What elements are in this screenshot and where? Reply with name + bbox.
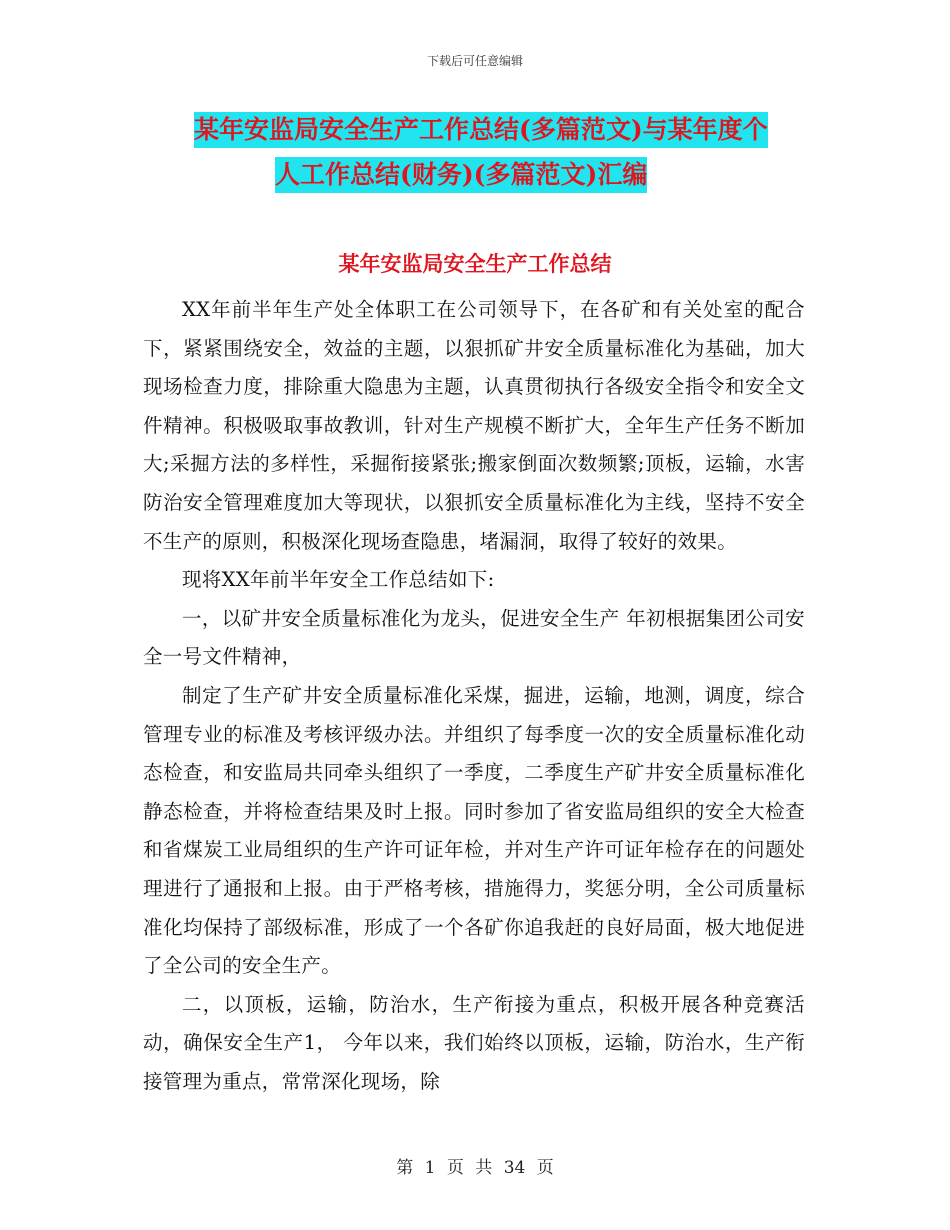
paragraph: XX年前半年生产处全体职工在公司领导下，在各矿和有关处室的配合下，紧紧围绕安全，效益的主题，以狠抓矿井安全质量标准化为基础，加大现场检查力度，排除重大隐患为主题，认真贯彻执行各级安全指令和安全文件精神。积极吸取事故教训，针对生产规模不断扩大，全年生产任务不断加大;采掘方法的多样性，采掘衔接紧张;搬家倒面次数频繁;顶板，运输，水害防治安全管理难度加大等现状，以狠抓安全质量标准化为主线，坚持不安全不生产的原则，积极深化现场查隐患，堵漏洞，取得了较好的效果。 xyxy=(143,298,805,553)
paragraph: 现将XX年前半年安全工作总结如下: xyxy=(182,568,495,592)
paragraph: 制定了生产矿井安全质量标准化采煤，掘进，运输，地测，调度，综合管理专业的标准及考核评级办法。并组织了每季度一次的安全质量标准化动态检查，和安监局共同牵头组织了一季度，二季度生产矿井安全质量标准化静态检查，并将检查结果及时上报。同时参加了省安监局组织的安全大检查和省煤炭工业局组织的生产许可证年检，并对生产许可证年检存在的问题处理进行了通报和上报。由于严格考核，措施得力，奖惩分明，全公司质量标准化均保持了部级标准，形成了一个各矿你追我赶的良好局面，极大地促进了全公司的安全生产。 xyxy=(143,683,805,978)
page-footer: 第 1 页 共 34 页 xyxy=(396,1158,554,1178)
document-body xyxy=(143,291,805,1101)
document-title-line-2: 人工作总结(财务)(多篇范文)汇编 xyxy=(275,157,647,193)
section-title: 某年安监局安全生产工作总结 xyxy=(338,251,612,276)
paragraph: 二，以顶板，运输，防治水，生产衔接为重点，积极开展各种竞赛活动，确保安全生产1， 今年以来，我们始终以顶板，运输，防治水，生产衔接管理为重点，常常深化现场，除 xyxy=(143,992,805,1093)
page-header-note: 下载后可任意编辑 xyxy=(426,54,523,68)
document-title-line-1: 某年安监局安全生产工作总结(多篇范文)与某年度个 xyxy=(194,112,768,148)
paragraph: 一，以矿井安全质量标准化为龙头，促进安全生产 年初根据集团公司安全一号文件精神， xyxy=(143,606,805,669)
